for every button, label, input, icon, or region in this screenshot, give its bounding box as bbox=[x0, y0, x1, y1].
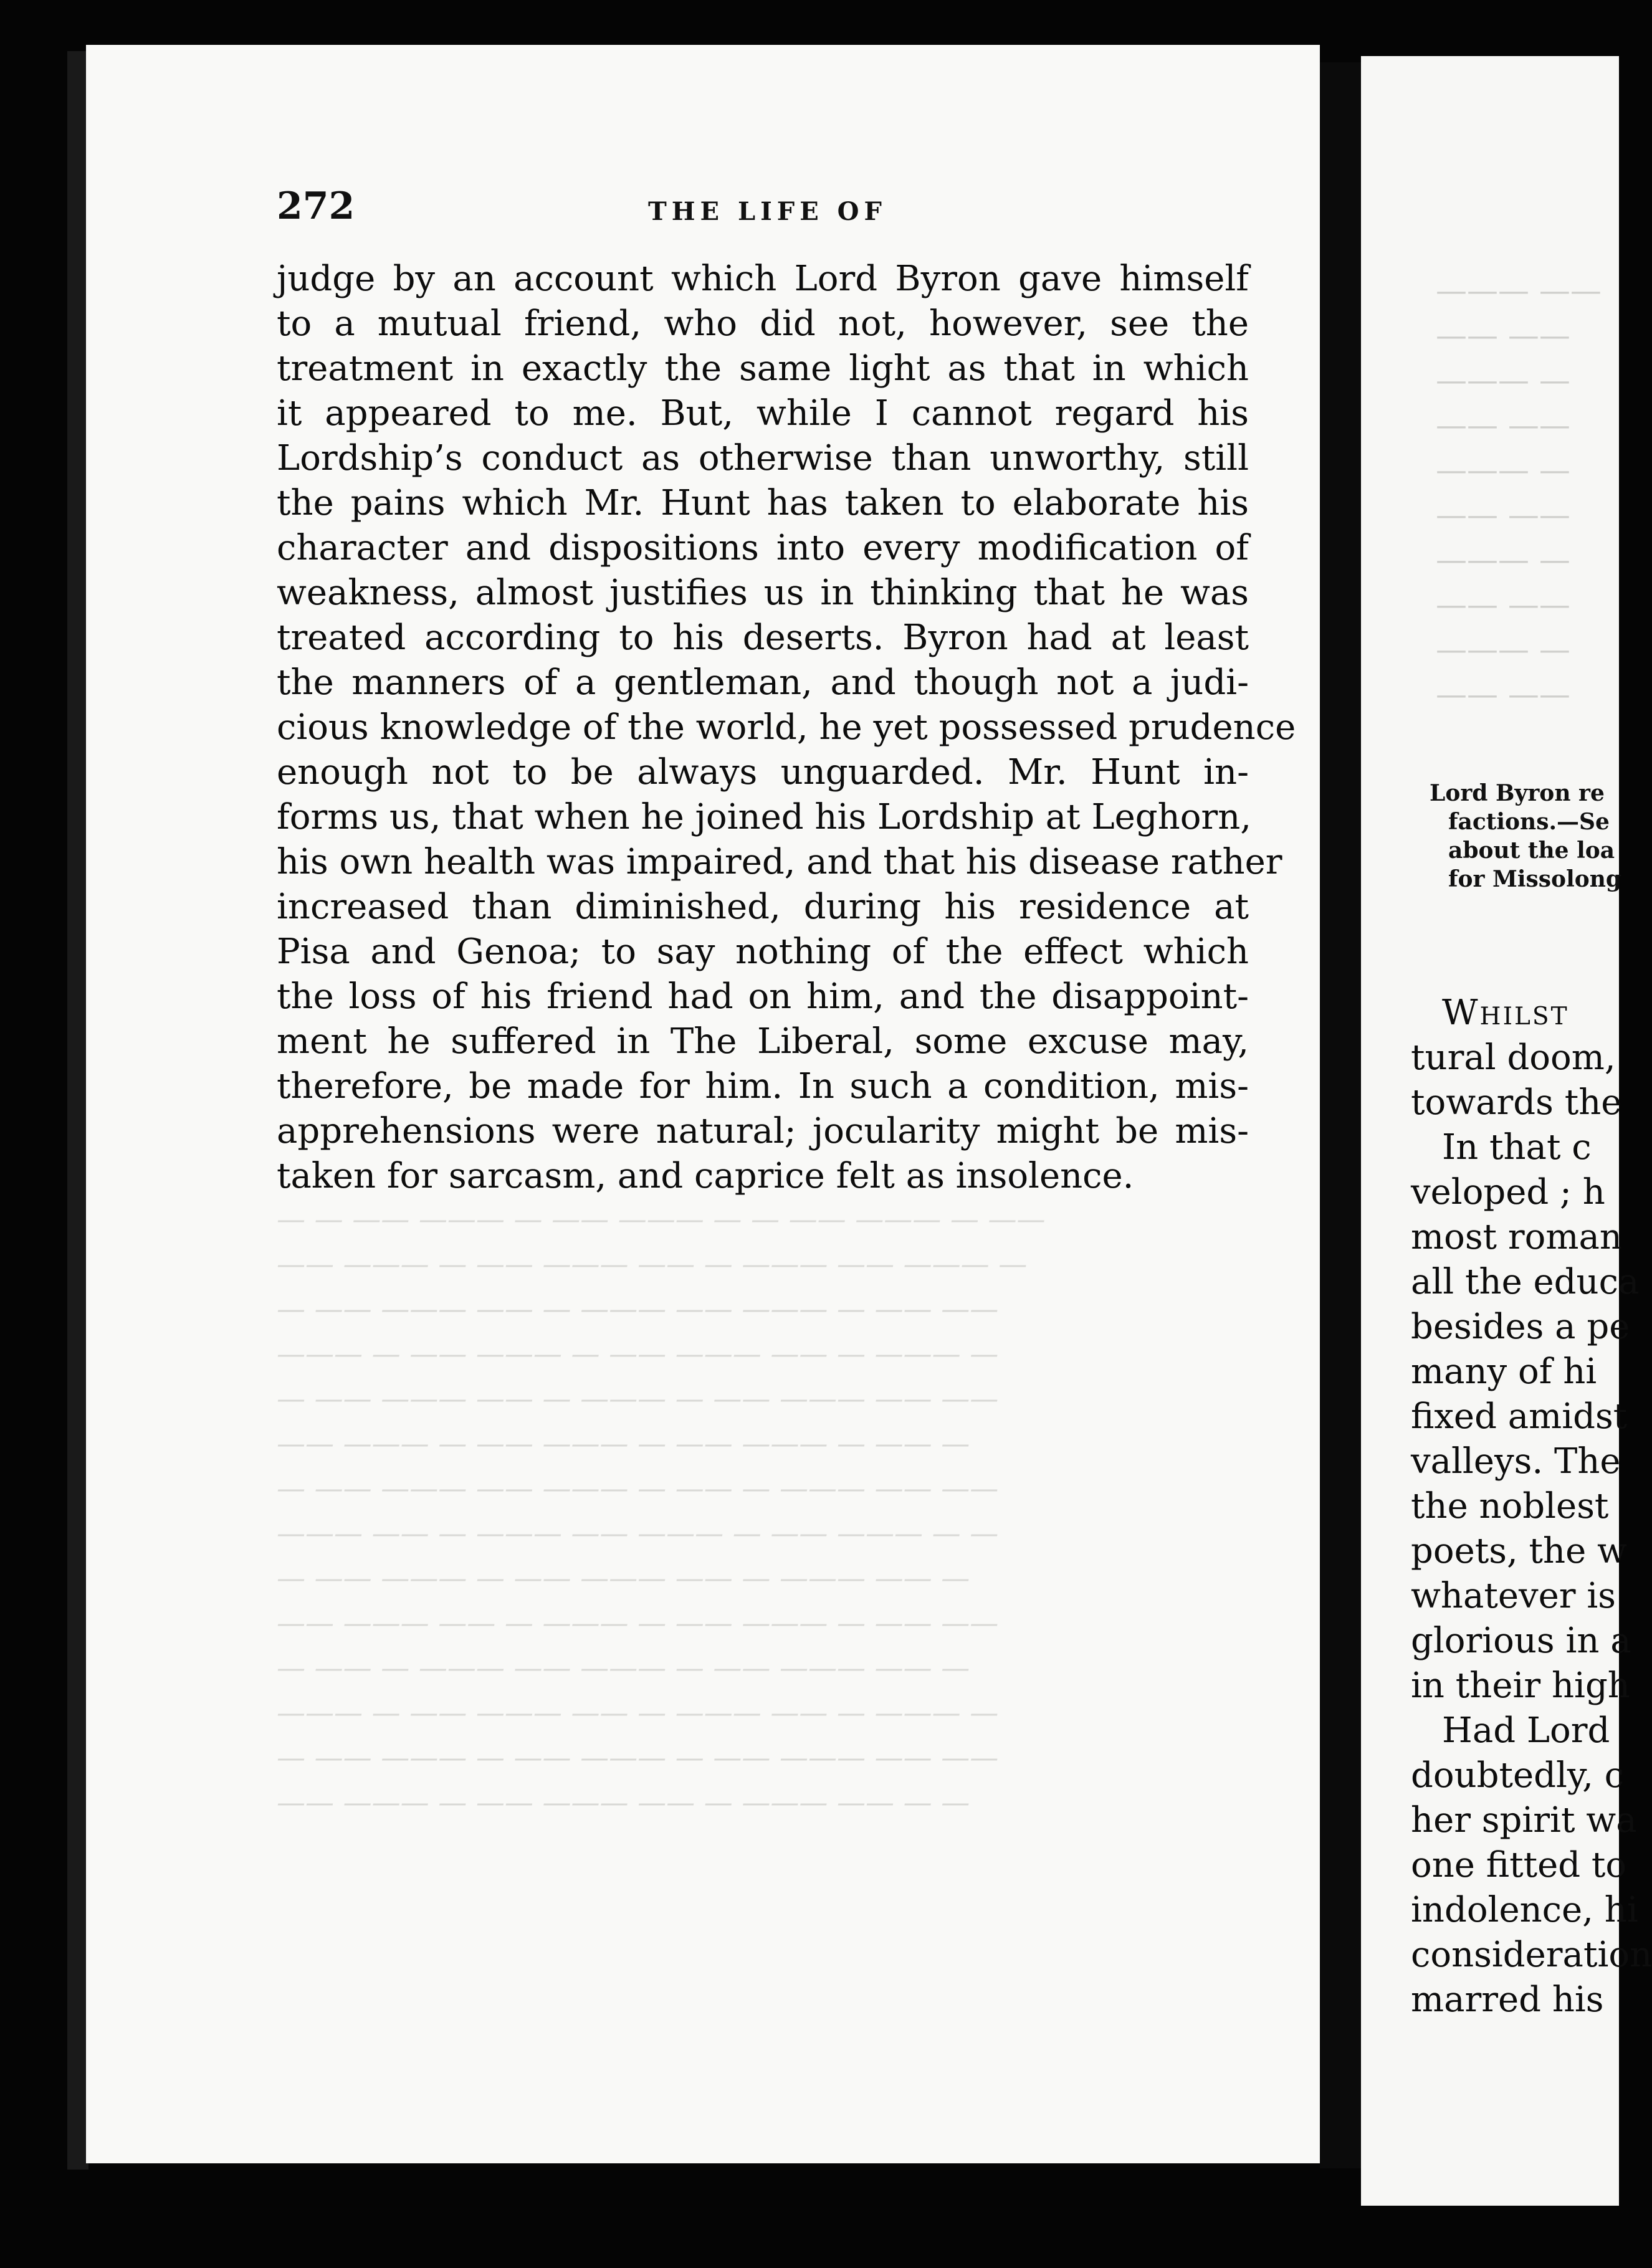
body-line: most roman bbox=[1411, 1217, 1622, 1257]
body-line: taken for sarcasm, and caprice felt as insolence. bbox=[277, 1156, 1134, 1196]
body-line: her spirit wa bbox=[1411, 1800, 1637, 1841]
body-line: it appeared to me. But, while I cannot regard his bbox=[277, 393, 1249, 434]
body-line: the manners of a gentleman, and though not a judi- bbox=[277, 662, 1249, 703]
show-through-texture: — — —— ——— — —— ——— — — —— ——— — —— —— ——— — —— ——— —— — ——— —— ——— — — —— ——— —— — ——— —— ——— — —— —— ——— — —— ——— — —— ——— —— — ——— — — —— ——— —— — ——— — —— ——— —— —— —— ——— — —— ——— — —— ——— — —— — — —— ——— —— ——— — —— — ——— —— —— ——— —— — ——— —— ——— — —— ——— — — — —— ——— — —— ——— —— — ——— —— — —— ——— —— — ——— — —— ——— — —— —— — —— — ——— —— ——— — —— ——— —— — ——— — —— ——— —— — ——— —— — ——— — — —— ——— — —— ——— — —— ——— —— —— —— ——— — —— ——— —— — ——— —— — — bbox=[277, 1202, 1046, 1819]
body-line: indolence, hi bbox=[1411, 1890, 1638, 1930]
body-line: doubtedly, c bbox=[1411, 1755, 1625, 1796]
body-line: many of hi bbox=[1411, 1351, 1597, 1392]
body-line: the loss of his friend had on him, and the disappoint- bbox=[277, 976, 1249, 1017]
body-line: the pains which Mr. Hunt has taken to elaborate his bbox=[277, 483, 1249, 523]
body-line: In that c bbox=[1442, 1127, 1592, 1168]
running-head: THE LIFE OF bbox=[648, 197, 887, 226]
body-line: treatment in exactly the same light as that in which bbox=[277, 348, 1249, 389]
body-line: poets, the w bbox=[1411, 1531, 1627, 1571]
left-page-body bbox=[277, 257, 1296, 1199]
body-line: veloped ; h bbox=[1411, 1172, 1605, 1213]
body-line: Had Lord bbox=[1442, 1710, 1610, 1751]
body-line: towards the bbox=[1411, 1082, 1622, 1123]
body-line: marred his bbox=[1411, 1980, 1604, 2020]
synopsis-line: for Missolong bbox=[1448, 866, 1622, 892]
body-line: enough not to be always unguarded. Mr. Hunt in- bbox=[277, 752, 1249, 793]
body-line: tural doom, bbox=[1411, 1037, 1616, 1078]
left-page-edge bbox=[67, 51, 88, 2170]
page-number: 272 bbox=[277, 184, 355, 228]
body-line: judge by an account which Lord Byron gave himself bbox=[277, 259, 1249, 299]
body-line: apprehensions were natural; jocularity might be mis- bbox=[277, 1111, 1249, 1151]
body-line: weakness, almost justifies us in thinking that he was bbox=[277, 573, 1249, 613]
right-page bbox=[1361, 56, 1652, 2206]
right-page-body bbox=[1411, 991, 1652, 2023]
show-through-texture: ——— —— —— —— ——— — —— —— ——— — —— —— ——— — —— —— ——— — —— —— bbox=[1436, 272, 1602, 712]
body-line: fixed amidst bbox=[1411, 1396, 1628, 1437]
body-line: the noblest bbox=[1411, 1486, 1609, 1527]
body-line: whatever is bbox=[1411, 1576, 1616, 1616]
body-line: increased than diminished, during his residence at bbox=[277, 887, 1249, 927]
body-line: cious knowledge of the world, he yet possessed prudence bbox=[277, 707, 1296, 748]
body-line: his own health was impaired, and that his disease rather bbox=[277, 842, 1282, 882]
synopsis-line: factions.—Se bbox=[1448, 809, 1610, 835]
body-line: all the educa bbox=[1411, 1262, 1640, 1302]
body-line: consideration bbox=[1411, 1935, 1652, 1975]
body-line: therefore, be made for him. In such a condition, mis- bbox=[277, 1066, 1249, 1107]
body-line: ment he suffered in The Liberal, some excuse may, bbox=[277, 1021, 1249, 1062]
body-line: glorious in a bbox=[1411, 1621, 1631, 1661]
synopsis-line: about the loa bbox=[1448, 837, 1615, 864]
body-line: valleys. The bbox=[1411, 1441, 1621, 1482]
body-line: Pisa and Genoa; to say nothing of the effect which bbox=[277, 932, 1249, 972]
book-gutter bbox=[1320, 62, 1361, 2168]
body-line: one fitted to bbox=[1411, 1845, 1627, 1885]
body-line: treated according to his deserts. Byron had at least bbox=[277, 617, 1249, 658]
body-line: to a mutual friend, who did not, however, see the bbox=[277, 303, 1249, 344]
body-line: forms us, that when he joined his Lordship at Leghorn, bbox=[277, 797, 1252, 837]
body-line: besides a pe bbox=[1411, 1307, 1630, 1347]
body-line: character and dispositions into every modification of bbox=[277, 528, 1249, 568]
chapter-synopsis bbox=[1430, 779, 1629, 893]
synopsis-line: Lord Byron re bbox=[1430, 780, 1605, 806]
body-line: in their high bbox=[1411, 1665, 1630, 1706]
body-line: Whilst bbox=[1442, 993, 1569, 1033]
body-line: Lordship’s conduct as otherwise than unworthy, still bbox=[277, 438, 1249, 479]
